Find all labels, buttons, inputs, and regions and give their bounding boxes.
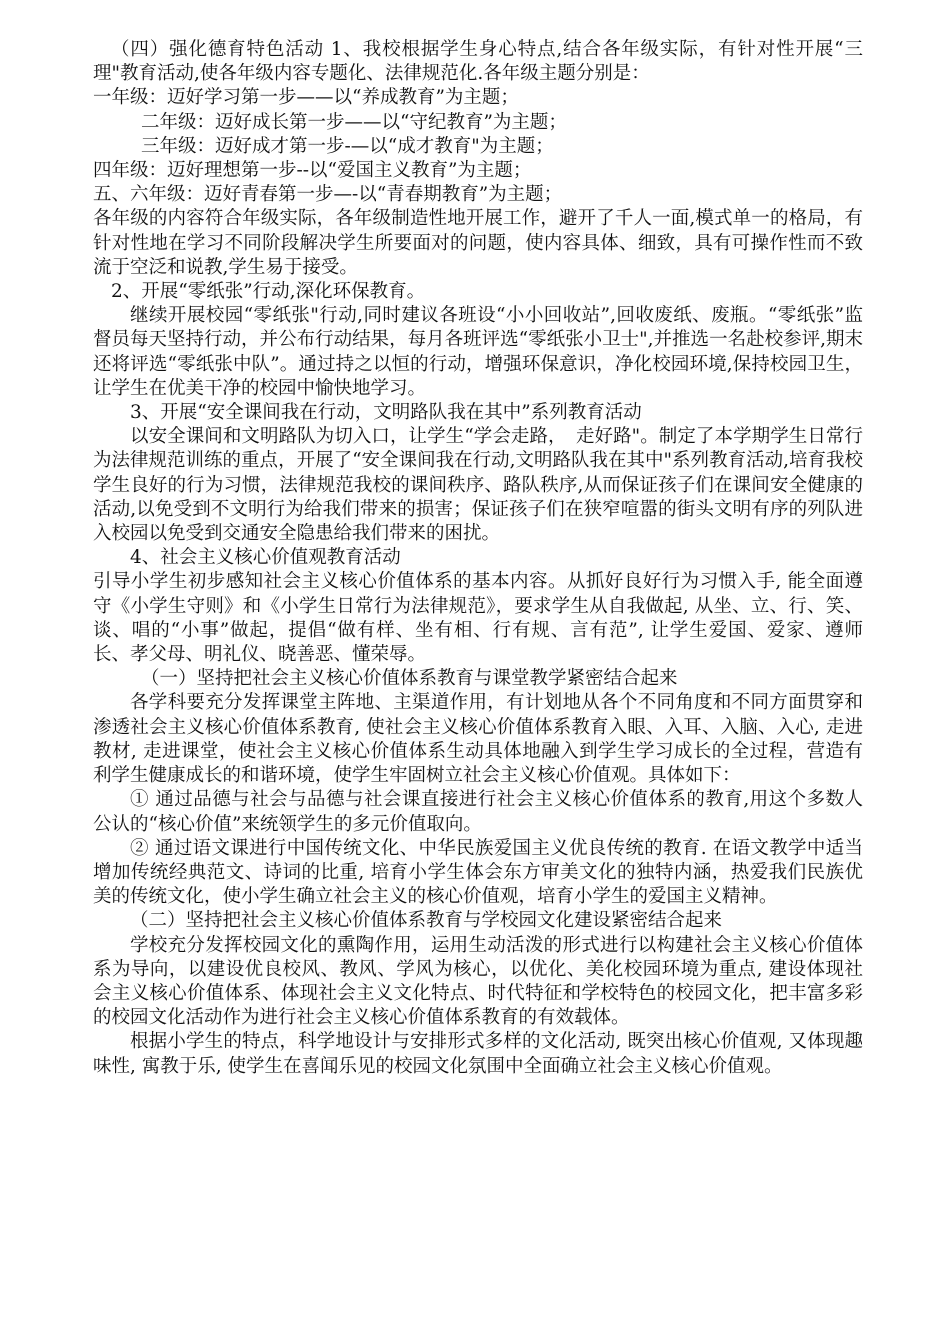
- paragraph-intro: （四）强化德育特色活动 1、我校根据学生身心特点,结合各年级实际，有针对性开展“三理"教育活动,使各年级内容专题化、法律规范化.各年级主题分别是：: [93, 39, 863, 85]
- paragraph-core-values: 引导小学生初步感知社会主义核心价值体系的基本内容。从抓好良好行为习惯入手, 能全面遵守《小学生守则》和《小学生日常行为法律规范》，要求学生从自我做起, 从坐、立、行、笑、谈、唱的“小事”做起，提倡“做有样、坐有相、行有规、言有范”, 让学生爱国、爱家、遵师长、孝父母、明礼仪、晓善恶、懂荣辱。: [93, 571, 863, 666]
- grade-five-six-line: 五、六年级：迈好青春第一步—-以“青春期教育”为主题；: [93, 184, 563, 206]
- subsection-heading-campus-culture: （二）坚持把社会主义核心价值体系教育与学校园文化建设紧密结合起来: [130, 910, 723, 932]
- subsection-heading-classroom: （一）坚持把社会主义核心价值体系教育与课堂教学紧密结合起来: [141, 668, 678, 690]
- document-page: [93, 38, 863, 1079]
- section-heading-core-values: 4、社会主义核心价值观教育活动: [130, 547, 401, 569]
- paragraph-classroom: 各学科要充分发挥课堂主阵地、主渠道作用，有计划地从各个不同角度和不同方面贯穿和渗透社会主义核心价值体系教育, 使社会主义核心价值体系教育入眼、入耳、入脑、入心, 走进教材, 走进课堂，使社会主义核心价值体系生动具体地融入到学生学习成长的全过程，营造有利学生健康成长的和谐环境，使学生牢固树立社会主义核心价值观。具体如下：: [93, 692, 863, 787]
- paragraph-zero-paper: 继续开展校园“零纸张"行动,同时建议各班设“小小回收站”,回收废纸、废瓶。“零纸张”监督员每天坚持行动，并公布行动结果，每月各班评选“零纸张小卫士",并推选一名赴校参评,期末还将评选“零纸张中队”。通过持之以恒的行动，增强环保意识，净化校园环境,保持校园卫生，让学生在优美干净的校园中愉快地学习。: [93, 305, 863, 399]
- paragraph-grades-summary: 各年级的内容符合年级实际，各年级制造性地开展工作，避开了千人一面,模式单一的格局，有针对性地在学习不同阶段解决学生所要面对的问题，使内容具体、细致，具有可操作性而不致流于空泛和说教,学生易于接受。: [93, 208, 863, 278]
- grade-four-line: 四年级：迈好理想第一步--以“爱国主义教育”为主题；: [93, 160, 532, 182]
- paragraph-activities: 根据小学生的特点，科学地设计与安排形式多样的文化活动, 既突出核心价值观, 又体现趣味性, 寓教于乐, 使学生在喜闻乐见的校园文化氛围中全面确立社会主义核心价值观。: [93, 1031, 863, 1077]
- grade-two-line: 二年级：迈好成长第一步——以“守纪教育”为主题；: [141, 111, 567, 133]
- section-heading-safety: 3、开展“安全课间我在行动，文明路队我在其中”系列教育活动: [130, 402, 642, 424]
- grade-three-line: 三年级：迈好成才第一步-—以“成才教育"为主题；: [141, 135, 554, 157]
- grade-one-line: 一年级：迈好学习第一步——以“养成教育”为主题；: [93, 87, 519, 109]
- paragraph-safety: 以安全课间和文明路队为切入口，让学生“学会走路， 走好路"。制定了本学期学生日常行为法律规范训练的重点，开展了“安全课间我在行动,文明路队我在其中"系列教育活动,培育我校学生良好的行为习惯，法律规范我校的课间秩序、路队秩序,从而保证孩子们在课间安全健康的活动,以免受到不文明行为给我们带来的损害；保证孩子们在狭窄喧嚣的街头文明有序的列队进入校园以免受到交通安全隐患给我们带来的困扰。: [93, 426, 863, 545]
- section-heading-zero-paper: 2、开展“零纸张”行动,深化环保教育。: [111, 281, 426, 303]
- list-item-morality-class: ① 通过品德与社会与品德与社会课直接进行社会主义核心价值体系的教育,用这个多数人公认的“核心价值”来统领学生的多元价值取向。: [93, 789, 863, 835]
- list-item-chinese-class: ② 通过语文课进行中国传统文化、中华民族爱国主义优良传统的教育. 在语文教学中适当增加传统经典范文、诗词的比重, 培育小学生体会东方审美文化的独特内涵，热爱我们民族优美的传统文化，使小学生确立社会主义的核心价值观，培育小学生的爱国主义精神。: [93, 837, 863, 908]
- paragraph-campus-culture: 学校充分发挥校园文化的熏陶作用，运用生动活泼的形式进行以构建社会主义核心价值体系为导向，以建设优良校风、教风、学风为核心，以优化、美化校园环境为重点, 建设体现社会主义核心价值体系、体现社会主义文化特点、时代特征和学校特色的校园文化，把丰富多彩的校园文化活动作为进行社会主义核心价值体系教育的有效载体。: [93, 934, 863, 1029]
